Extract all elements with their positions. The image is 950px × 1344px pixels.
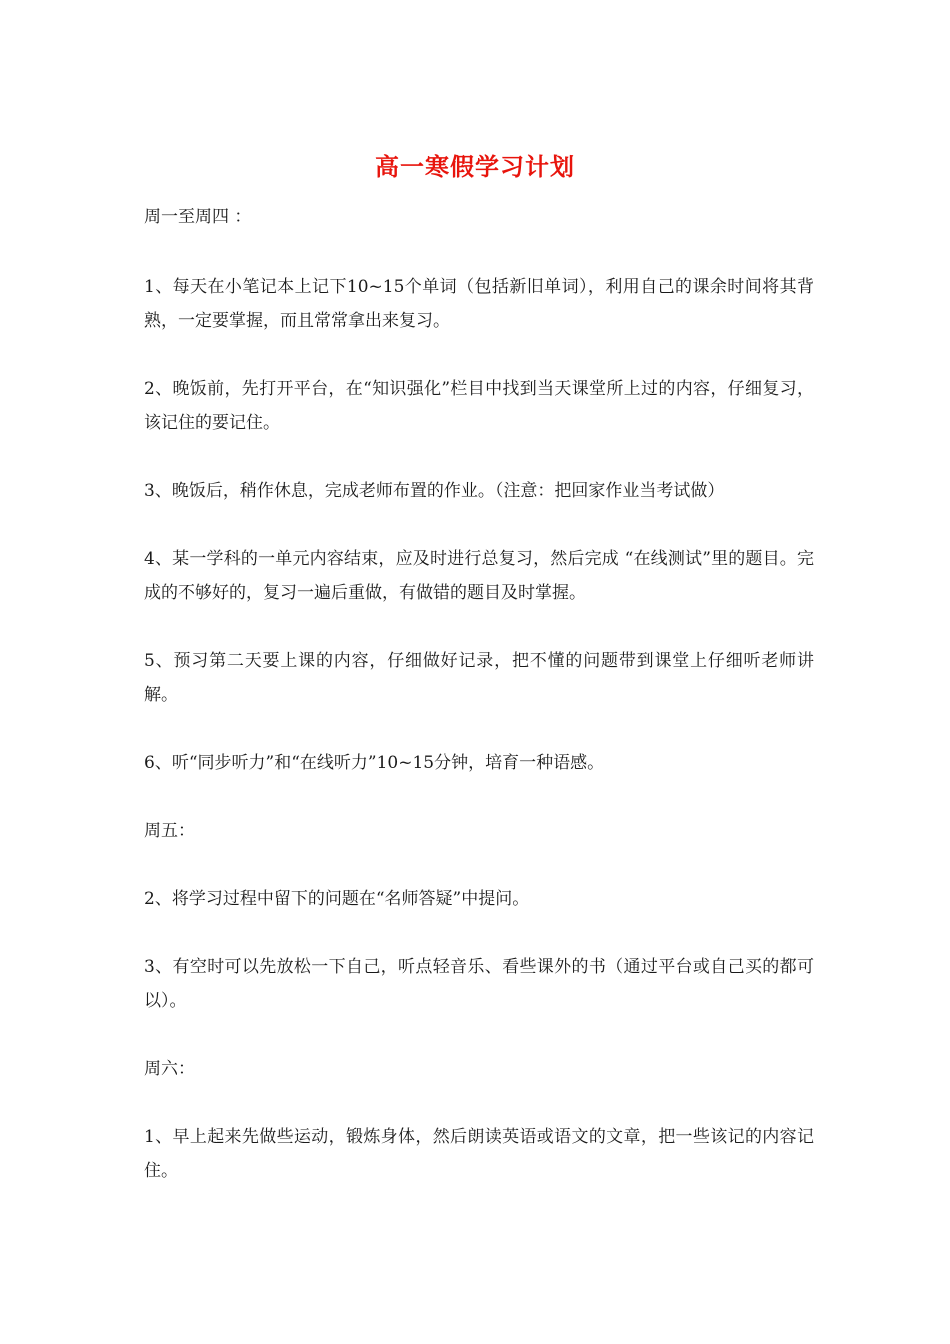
section-heading-mon-thu: 周一至周四 ： [144,207,252,227]
section-heading-fri: 周五： [144,821,195,841]
paragraph-item: 5、预习第二天要上课的内容，仔细做好记录，把不懂的问题带到课堂上仔细听老师讲解。 [144,651,814,705]
paragraph-item: 3、晚饭后，稍作休息，完成老师布置的作业。（注意：把回家作业当考试做） [144,481,725,501]
paragraph-item: 1、每天在小笔记本上记下10~15个单词（包括新旧单词），利用自己的课余时间将其背熟，一定要掌握，而且常常拿出来复习。 [144,277,814,331]
paragraph-item: 1、早上起来先做些运动，锻炼身体，然后朗读英语或语文的文章，把一些该记的内容记住。 [144,1127,814,1181]
document-title: 高一寒假学习计划 [375,152,575,181]
document-body [144,200,814,1188]
paragraph-item: 3、有空时可以先放松一下自己，听点轻音乐、看些课外的书（通过平台或自己买的都可以）。 [144,957,814,1011]
paragraph-item: 6、听“同步听力”和“在线听力”10~15分钟，培育一种语感。 [144,753,605,773]
paragraph-item: 4、某一学科的一单元内容结束，应及时进行总复习，然后完成 “在线测试”里的题目。完成的不够好的，复习一遍后重做，有做错的题目及时掌握。 [144,549,814,603]
section-heading-sat: 周六： [144,1059,195,1079]
paragraph-item: 2、将学习过程中留下的问题在“名师答疑”中提问。 [144,889,530,909]
paragraph-item: 2、晚饭前，先打开平台，在“知识强化”栏目中找到当天课堂所上过的内容，仔细复习，该记住的要记住。 [144,379,814,433]
